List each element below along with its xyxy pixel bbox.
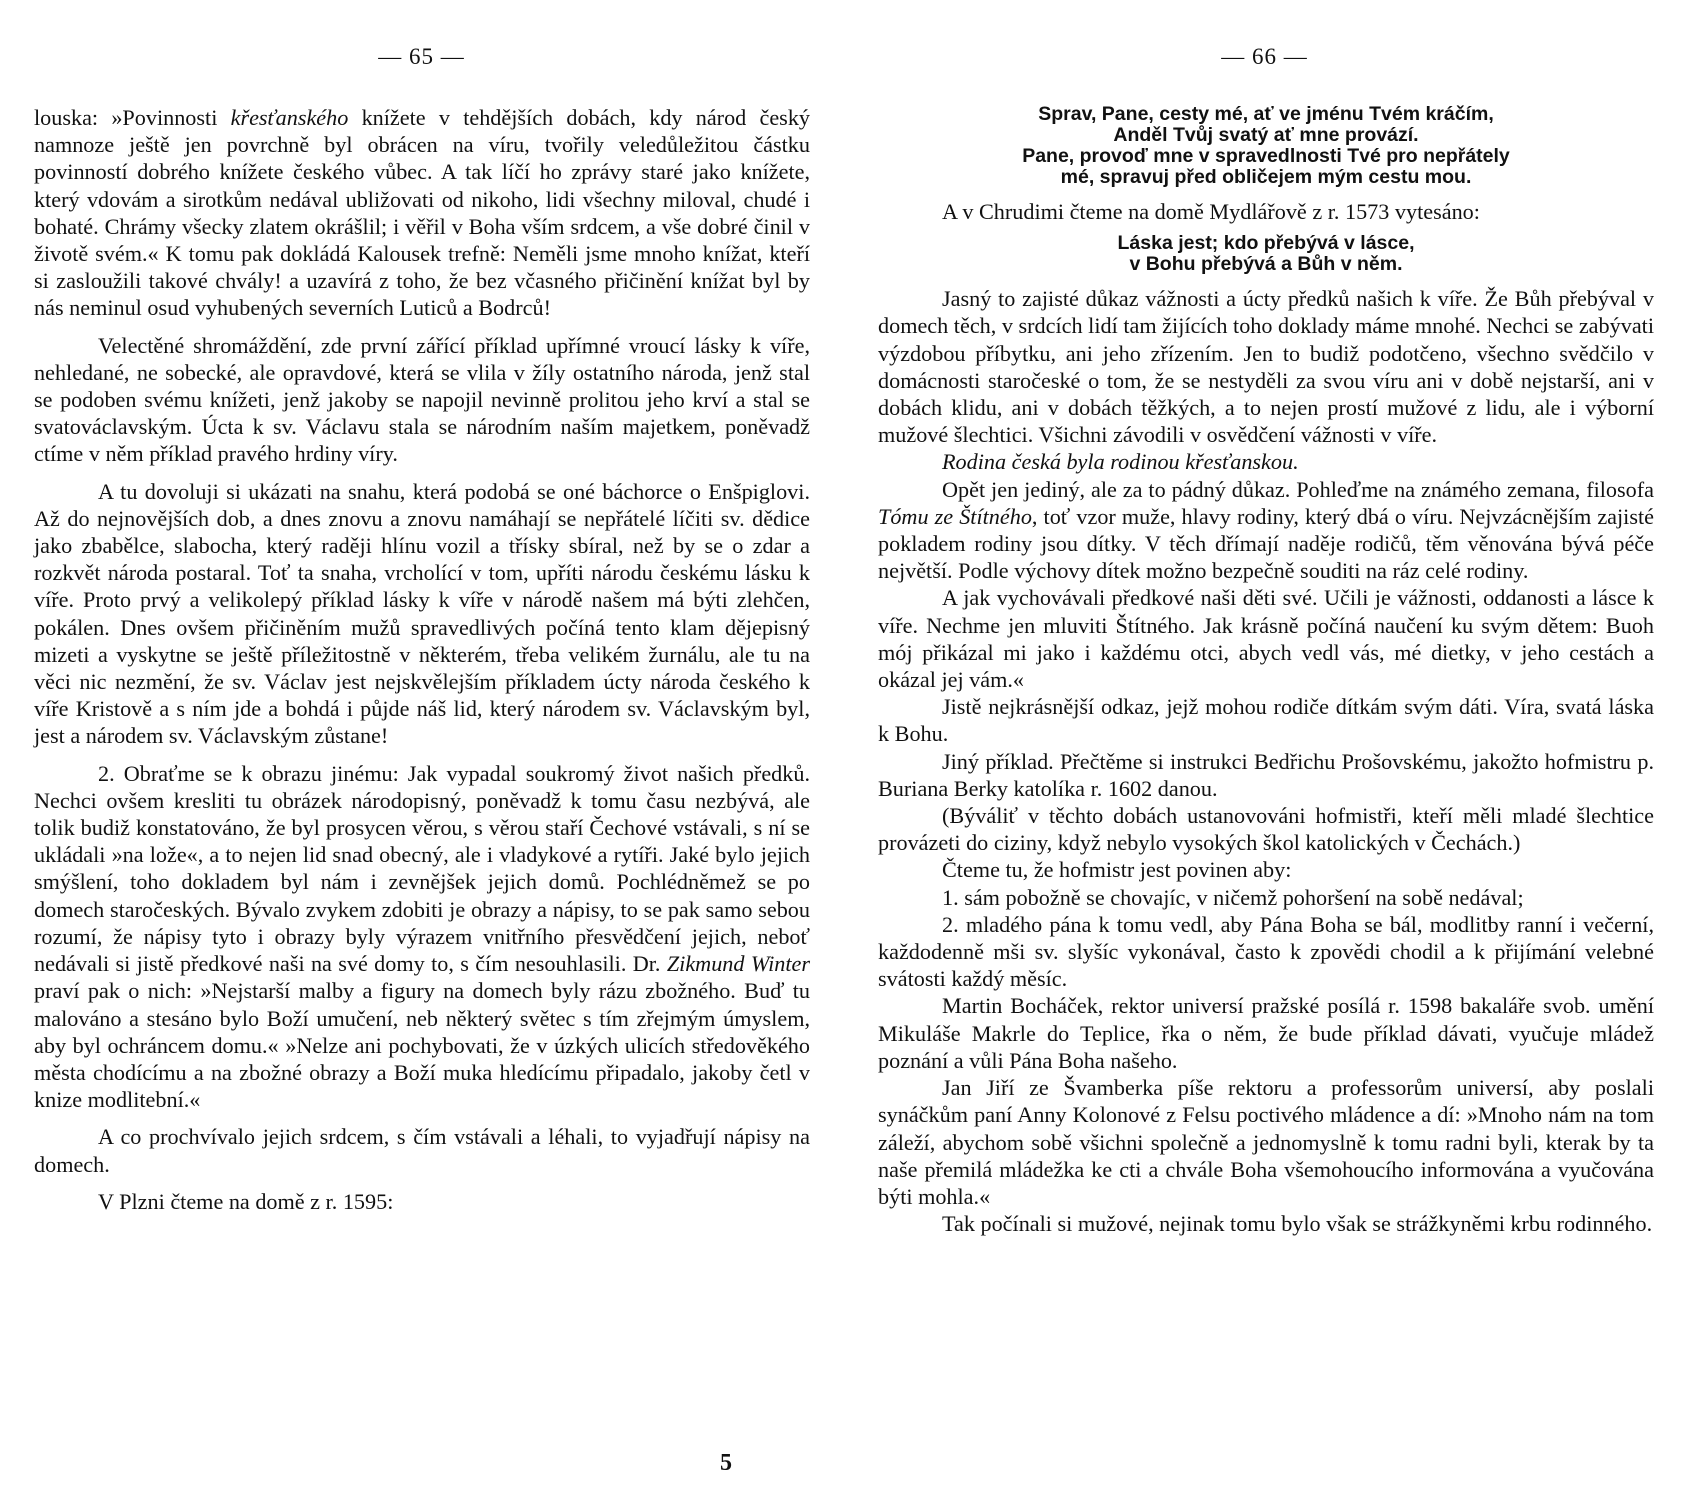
text-run: Opět jen jediný, ale za to pádný důkaz. Pohleďme na známého zemana, filosofa bbox=[942, 476, 1654, 502]
paragraph bbox=[34, 1123, 810, 1177]
signature-mark: 5 bbox=[720, 1450, 732, 1476]
verse-line: mé, spravuj před obličejem mým cestu mou. bbox=[1060, 166, 1472, 188]
text-run: Jasný to zajisté důkaz vážnosti a úcty předků našich k víře. Že Bůh přebýval v domech těch, v srdcích lidí tam žijících toho doklady máme mnohé. Nechci se zabývati výzdobou příbytku, ani jeho zřízením. Jen to budiž podotčeno, všechno svědčilo v domácnosti staročeské o tom, že se nestyděli za svou víru ani v době nejstarší, ani v dobách klidu, ani v dobách těžkých, a to nejen prostí mužové z lidu, ale i výborní mužové šlechtici. Všichni závodili v osvědčení vážnosti v víře. bbox=[878, 286, 1654, 448]
text-run: A jak vychovávali předkové naši děti své. Učili je vážnosti, oddanosti a lásce k víře. Nechme jen mluviti Štítného. Jak krásně počíná naučení ku svým dětem: Buoh mój přikázal mi jako i každému otci, abych vedl vás, mé dietky, v jeho cestách a okázal jej vám.« bbox=[878, 585, 1654, 693]
italic-text: Rodina česká byla rodinou křesťanskou. bbox=[942, 449, 1299, 475]
paragraph bbox=[878, 1074, 1654, 1210]
paragraph bbox=[878, 802, 1654, 856]
text-run: A co prochvívalo jejich srdcem, s čím vstávali a léhali, to vyjadřují nápisy na domech. bbox=[34, 1124, 810, 1177]
italic-text: křesťanského bbox=[230, 105, 349, 130]
verse-line: Pane, provoď mne v spravedlnosti Tvé pro nepřátely bbox=[1022, 145, 1510, 167]
paragraph bbox=[878, 693, 1654, 747]
text-run: (Býváliť v těchto dobách ustanovováni hofmistři, kteří měli mladé šlechtice provázeti do ciziny, když nebylo vysokých škol katolických v Čechách.) bbox=[878, 803, 1654, 856]
text-run: , toť vzor muže, hlavy rodiny, který dbá o víru. Nejvzácnějším zajisté pokladem rodiny jsou dítky. V těch dřímají naděje rodičů, těm věnována bývá péče největší. Podle výchovy dítek možno bezpečně souditi na ráz celé rodiny. bbox=[878, 503, 1654, 584]
text-run: Jiný příklad. Přečtěme si instrukci Bedřichu Prošovskému, jakožto hofmistru p. Buriana Berky katolíka r. 1602 danou. bbox=[878, 748, 1654, 801]
text-run: V Plzni čteme na domě z r. 1595: bbox=[98, 1188, 394, 1214]
text-run: 2. Obraťme se k obrazu jinému: Jak vypadal soukromý život našich předků. Nechci ovšem kresliti tu obrázek národopisný, poněvadž k tomu času nezbývá, ale tolik budiž konstatováno, že byl prosycen věrou, s věrou staří Čechové vstávali, s ní se ukládali »na lože«, a to nejen lid snad obecný, ale i vladykové a rytíři. Jaké bylo jejich smýšlení, toho dokladem byl nám i zevnějšek jejich domů. Pochlédněmež se po domech staročeských. Bývalo zvykem zdobiti je obrazy a nápisy, to se pak samo sebou rozumí, že nápisy tyto i obrazy byly výrazem vnitřního přesvědčení jejich, neboť nedávali si jistě předkové naši na své domy to, s čím nesouhlasili. Dr. bbox=[34, 760, 810, 977]
italic-text: Tómu ze Štítného bbox=[878, 503, 1032, 529]
page-number: — 65 — bbox=[378, 44, 465, 69]
inscription-verse bbox=[878, 104, 1654, 188]
verse-line: v Bohu přebývá a Bůh v něm. bbox=[1129, 253, 1403, 276]
verse-line: Anděl Tvůj svatý ať mne provází. bbox=[1113, 124, 1419, 146]
body-text bbox=[878, 104, 1654, 1237]
paragraph bbox=[878, 1210, 1654, 1237]
paragraph bbox=[878, 584, 1654, 693]
paragraph bbox=[34, 760, 810, 1114]
paragraph bbox=[878, 748, 1654, 802]
text-run: A v Chrudimi čteme na domě Mydlářově z r. 1573 vytesáno: bbox=[942, 199, 1480, 224]
paragraph bbox=[34, 332, 810, 468]
text-run: Velectěné shromáždění, zde první zářící příklad upřímné vroucí lásky k víře, nehledané, ne sobecké, ale opravdové, která se vlila v žíly ostatního národa, jenž stal se podoben svému knížeti, jenž jakoby se napojil nevinně prolitou jeho krví a stal se svatováclavským. Úcta k sv. Václavu stala se národním naším majetkem, poněvadž ctíme v něm příklad pravého hrdiny víry. bbox=[34, 332, 810, 467]
text-run: 1. sám pobožně se chovajíc, v ničemž pohoršení na sobě nedával; bbox=[942, 884, 1524, 910]
text-run: Čteme tu, že hofmistr jest povinen aby: bbox=[942, 857, 1292, 883]
verse-line: Sprav, Pane, cesty mé, ať ve jménu Tvém kráčím, bbox=[1038, 103, 1494, 125]
paragraph bbox=[878, 856, 1654, 883]
text-run: Jan Jiří ze Švamberka píše rektoru a professorům universí, aby poslali synáčkům paní Anny Kolonové z Felsu poctivého mládence a dí: »Mnoho nám na tom záleží, abychom sobě všichni společně a jednomyslně k tomu radni byli, kterak by ta naše přemilá mládežka ke cti a chvále Boha všemohoucího informována a vyučována býti mohla.« bbox=[878, 1075, 1654, 1209]
body-text bbox=[34, 104, 810, 1215]
page-number: — 66 — bbox=[1221, 44, 1308, 69]
italic-text: Zikmund Winter bbox=[666, 951, 810, 977]
text-run: praví pak o nich: »Nejstarší malby a figury na domech byly rázu zbožného. Buď tu malováno a stesáno bylo Boží umučení, neb některý světec s tím zřejmým úmyslem, aby byl ochráncem domu.« »Nelze ani pochybovati, že v úzkých ulicích středověkého města chodícímu a na zbožné obrazy a Boží muka hledícímu připadalo, jakoby četl v knize modlitební.« bbox=[34, 978, 810, 1113]
text-run: A tu dovoluji si ukázati na snahu, která podobá se oné báchorce o Enšpiglovi. Až do nejnovějších dob, a dnes znovu a znovu namáhají se nepřátelé líčiti sv. dědice jako zbabělce, slabocha, který raději hlínu vozil a třísky sbíral, než by se o zdar a rozkvět národa postaral. Toť ta snaha, vrcholící v tom, upříti národu českému lásku k víře. Proto prvý a velikolepý příklad lásky k víře v národě našem má býti zlehčen, pokálen. Dnes ovšem přičiněním mužů spravedlivých počíná tento klam dějepisný mizeti a vyskytne se ještě příležitostně v některém, třeba velikém žurnálu, ale tu na věci nic nezmění, že sv. Václav jest nejskvělejším příkladem úcty národa českého k víře Kristově a s ním jde a bohdá i půjde náš lid, který národem sv. Václavským byl, jest a národem sv. Václavským zůstane! bbox=[34, 478, 810, 749]
paragraph bbox=[878, 198, 1654, 225]
paragraph bbox=[34, 478, 810, 750]
text-run: louska: »Povinnosti bbox=[34, 105, 231, 130]
text-run: Tak počínali si mužové, nejinak tomu bylo však se strážkyněmi krbu rodinného. bbox=[942, 1211, 1653, 1237]
text-run: Martin Bocháček, rektor universí pražské posílá r. 1598 bakaláře svob. umění Mikuláše Makrle do Teplice, řka o něm, že bude příklad dávati, vyučuje mládež poznání a vůli Pána Boha našeho. bbox=[878, 993, 1654, 1073]
paragraph bbox=[34, 1188, 810, 1215]
text-run: knížete v tehdějších dobách, kdy národ český namnoze ještě jen povrchně byl obrácen na víru, tvořily veledůležitou částku povinností dobrého knížete českého vůbec. A tak líčí ho zprávy staré jako knížete, který vdovám a sirotkům nedával ubližovati od nikoho, lidi všechny miloval, chudé i bohaté. Chrámy všecky zlatem okrášlil; i věřil v Boha vším srdcem, a vše dobré činil v životě svém.« K tomu pak dokládá Kalousek trefně: Neměli jsme mnoho knížat, kteří si zasloužili takové chvály! a uzavírá z toho, že bez včasného přičinění knížat byl by nás neminul osud vyhubených severních Luticů a Bodrců! bbox=[34, 105, 811, 321]
right-page bbox=[843, 0, 1686, 1500]
paragraph bbox=[878, 448, 1654, 475]
paragraph bbox=[878, 992, 1654, 1074]
paragraph bbox=[34, 104, 810, 322]
paragraph bbox=[878, 476, 1654, 585]
text-run: Jistě nejkrásnější odkaz, jejž mohou rodiče dítkám svým dáti. Víra, svatá láska k Bohu. bbox=[878, 694, 1654, 747]
paragraph bbox=[878, 285, 1654, 448]
paragraph bbox=[878, 884, 1654, 911]
text-run: 2. mladého pána k tomu vedl, aby Pána Boha se bál, modlitby ranní i večerní, každodenně mši sv. slyšíc vykonával, často k zpovědi chodil a k přijímání velebné svátosti každý měsíc. bbox=[878, 911, 1654, 992]
inscription-verse bbox=[878, 233, 1654, 275]
verse-line: Láska jest; kdo přebývá v lásce, bbox=[1117, 232, 1415, 255]
paragraph bbox=[878, 911, 1654, 993]
